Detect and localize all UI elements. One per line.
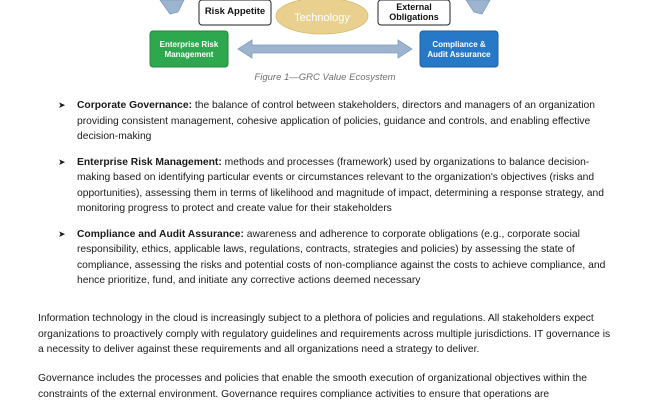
bullet-text: the balance of control between stakeholders, directors and managers of an organization providing consistent management, cohesive application of policies, guidance and controls, and enabling effective decision-making (77, 100, 595, 142)
arrow-bullet-icon: ➤ (58, 156, 66, 167)
paragraph-governance: Governance includes the processes and policies that enable the smooth execution of organizational objectives within the constraints of the external environment. Governance requires compliance activities to ensure that operations are (38, 373, 587, 400)
technology-label: Technology (294, 12, 350, 24)
bullet-list (58, 98, 618, 299)
bullet-text: awareness and adherence to corporate obligations (e.g., corporate social responsibility, ethics, applicable laws, regulations, contracts, strategies and policies) by assessing the state of compliance, assessing the risks and potential costs of non-compliance against the costs to achieve compliance, and hence prioritize, fund, and initiate any corrective actions deemed necessary (77, 228, 606, 286)
risk-appetite-label: Risk Appetite (204, 6, 266, 17)
bullet-text: methods and processes (framework) used by organizations to balance decision-making based on identifying particular events or circumstances relevant to the organization's objectives (risks and opportunities), assessing them in terms of likelihood and magnitude of impact, determining a response strategy, and monitoring progress to protect and create value for their stakeholders (77, 156, 604, 214)
external-obligations-line2: Obligations (389, 12, 439, 22)
bullet-enterprise-risk-management (58, 155, 618, 217)
arrow-top-left (160, 0, 184, 14)
arrow-bullet-icon: ➤ (58, 228, 66, 239)
bullet-corporate-governance (58, 98, 618, 145)
enterprise-risk-line2: Management (164, 50, 214, 59)
figure-caption: Figure 1—GRC Value Ecosystem (254, 72, 396, 83)
bullet-compliance-audit (58, 227, 618, 289)
enterprise-risk-line1: Enterprise Risk (159, 40, 219, 49)
enterprise-risk-label (150, 40, 228, 60)
arrow-bullet-icon: ➤ (58, 100, 66, 110)
paragraph-it-cloud: Information technology in the cloud is increasingly subject to a plethora of policies and regulations. All stakeholders expect organizations to proactively comply with regulatory guidelines and requirements across multiple jurisdictions. IT governance is a necessity to deliver against these requirements and all organizations need a strategy to deliver. (38, 313, 611, 355)
bullet-term: Corporate Governance: (77, 100, 193, 111)
compliance-line1: Compliance & (432, 40, 486, 49)
external-obligations-line1: External (396, 2, 432, 12)
compliance-line2: Audit Assurance (427, 50, 491, 59)
double-arrow-horizontal (238, 40, 412, 58)
arrow-top-right (466, 0, 490, 14)
external-obligations-label (378, 2, 450, 22)
bullet-term: Compliance and Audit Assurance: (77, 228, 244, 240)
bullet-term: Enterprise Risk Management: (77, 156, 222, 168)
compliance-label (420, 40, 498, 60)
